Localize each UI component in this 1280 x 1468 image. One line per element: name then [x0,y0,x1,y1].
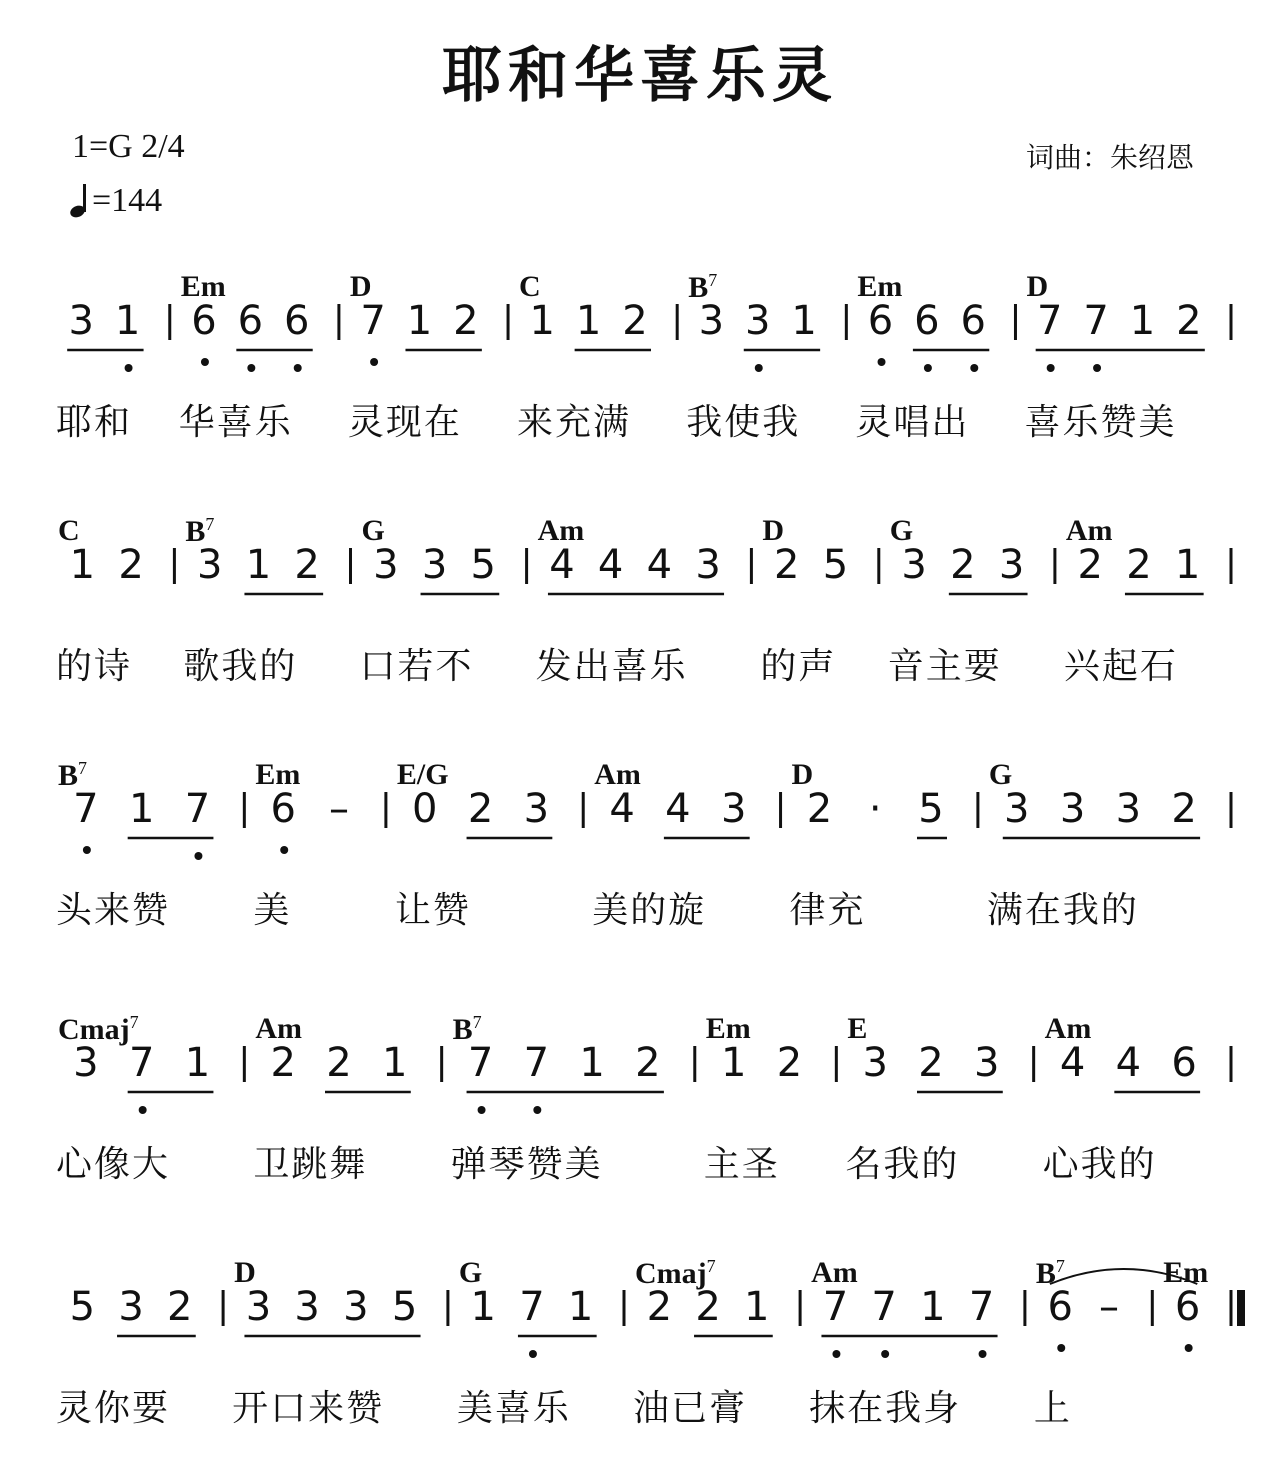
lyric-text: 美 [253,890,292,931]
chord-symbol: Am [811,1256,858,1289]
low-octave-dot [832,1350,840,1358]
low-octave-dot [139,1106,147,1114]
score-system [0,1012,1280,1222]
lyric-text: 喜乐赞美 [1024,402,1177,443]
note-digit: 2 [118,542,144,588]
note-digit: 3 [373,542,399,588]
lyricist-composer-credit: 词曲：朱绍恩 [1025,141,1194,174]
note-digit: 1 [69,542,96,588]
note-digit: 6 [237,298,264,344]
lyric-text: 美的旋 [592,890,707,931]
low-octave-dot [1185,1344,1193,1352]
note-digit: 2 [1077,542,1103,588]
quarter-note-icon [70,185,90,217]
chord-symbol: Am [537,514,585,547]
note-digit: 1 [184,1040,211,1086]
note-digit: 5 [470,542,496,588]
lyric-text: 心我的 [1042,1144,1157,1185]
lyric-text: 美喜乐 [456,1388,571,1429]
low-octave-dot [924,364,932,372]
note-digit: 6 [914,298,940,344]
note-digit: 3 [901,542,927,588]
note-digit: 7 [73,786,99,832]
note-digit: 5 [822,542,849,588]
chord-symbol: D [762,514,785,547]
chord-symbol: $B^7$ [185,514,215,548]
note-digit: 1 [1174,542,1201,588]
note-digit: 1 [720,1040,747,1086]
key-signature: 1=G 2/4 [72,128,185,165]
note-digit: 6 [191,298,217,344]
note-digit: 1 [245,542,272,588]
lyric-text: 心像大 [56,1144,171,1185]
chord-symbol: $B^7$ [688,270,718,304]
chord-symbol: $B^7$ [58,758,88,792]
note-digit: 3 [197,542,223,588]
note-digit: 4 [665,786,691,832]
note-digit: 4 [1115,1040,1142,1086]
song-title: 耶和华喜乐灵 [442,41,838,111]
lyric-text: 主圣 [703,1144,780,1185]
note-digit: 2 [326,1040,352,1086]
note-digit: 2 [270,1040,296,1086]
note-digit: 6 [1174,1284,1201,1330]
lyric-text: 卫跳舞 [253,1144,368,1185]
tempo-value: =144 [92,182,163,219]
note-digit: 2 [1126,542,1152,588]
chord-symbol: E/G [396,758,449,791]
note-digit: 7 [523,1040,550,1086]
lyric-text: 音主要 [887,646,1002,687]
note-digit: 7 [467,1040,494,1086]
low-octave-dot [194,852,202,860]
note-digit: 2 [622,298,648,344]
chord-symbol: Am [1044,1012,1092,1045]
lyric-text: 灵你要 [56,1388,171,1429]
chord-symbol: Am [255,1012,302,1045]
score-system [0,270,1280,480]
note-digit: 3 [720,786,747,832]
note-digit: – [329,786,349,832]
low-octave-dot [970,364,978,372]
score-system [0,514,1280,724]
lyric-text: 我使我 [686,402,801,443]
chord-symbol: Cmaj$^7$ [635,1256,716,1290]
low-octave-dot [370,358,378,366]
chord-symbol: Am [594,758,641,791]
note-digit: 2 [774,542,800,588]
note-digit: 1 [529,298,555,344]
lyric-text: 满在我的 [986,890,1139,931]
chord-symbol: G [988,758,1013,791]
note-digit: 1 [744,1284,770,1330]
note-digit: 2 [695,1284,721,1330]
low-octave-dot [280,846,288,854]
note-digit: 2 [635,1040,661,1086]
low-octave-dot [478,1106,486,1114]
note-digit: 4 [609,786,635,832]
chord-symbol: $B^7$ [452,1012,482,1046]
lyric-text: 口若不 [359,646,474,687]
low-octave-dot [247,364,255,372]
note-digit: 2 [294,542,320,588]
lyric-text: 歌我的 [183,646,298,687]
low-octave-dot [1047,364,1055,372]
note-digit: 3 [862,1040,888,1086]
chord-symbol: Em [1163,1256,1209,1289]
note-digit: 1 [579,1040,605,1086]
note-digit: 3 [998,542,1025,588]
note-digit: 7 [968,1284,995,1330]
note-digit: 2 [1176,298,1202,344]
note-digit: 1 [575,298,602,344]
chord-symbol: G [361,514,385,547]
lyric-text: 油已膏 [633,1388,748,1429]
score-system [0,758,1280,968]
note-digit: 3 [245,1284,272,1330]
note-digit: 7 [519,1284,545,1330]
low-octave-dot [1093,364,1101,372]
note-digit: 2 [806,786,833,832]
chord-symbol: Em [180,270,226,303]
note-digit: 1 [791,298,817,344]
note-digit: 2 [918,1040,944,1086]
lyric-text: 华喜乐 [178,402,293,443]
low-octave-dot [979,1350,987,1358]
note-digit: 6 [283,298,310,344]
note-digit: 7 [360,298,386,344]
lyric-text: 耶和 [56,402,133,443]
chord-symbol: D [791,758,814,791]
note-digit: 1 [470,1284,496,1330]
low-octave-dot [125,364,133,372]
chord-symbol: D [349,270,372,303]
note-digit: 3 [1059,786,1086,832]
note-digit: 5 [69,1284,96,1330]
note-digit: 7 [128,1040,155,1086]
lyric-text: 律充 [789,890,866,931]
note-digit: 2 [1171,786,1197,832]
lyric-text: 兴起石 [1063,646,1178,687]
note-digit: 1 [114,298,141,344]
lyric-text: 来充满 [517,402,632,443]
note-digit: 5 [918,786,944,832]
note-digit: 2 [453,298,479,344]
note-digit: 3 [698,298,725,344]
chord-symbol: Em [857,270,903,303]
chord-symbol: Em [705,1012,751,1045]
chord-symbol: C [58,514,80,547]
note-digit: 7 [871,1284,897,1330]
low-octave-dot [533,1106,541,1114]
note-digit: 4 [646,542,673,588]
chord-symbol: C [519,270,541,303]
note-digit: 3 [974,1040,1000,1086]
note-digit: 3 [1004,786,1030,832]
lyric-text: 上 [1033,1388,1072,1429]
chord-symbol: Em [255,758,301,791]
lyric-text: 的诗 [56,646,133,687]
note-digit: 3 [68,298,94,344]
note-digit: 3 [73,1040,99,1086]
low-octave-dot [881,1350,889,1358]
chord-symbol: Cmaj$^7$ [58,1012,139,1046]
lyric-text: 发出喜乐 [535,646,688,687]
chord-symbol: E [847,1012,868,1045]
score-system [0,1256,1280,1466]
low-octave-dot [294,364,302,372]
low-octave-dot [201,358,209,366]
chord-symbol: G [458,1256,483,1289]
chord-symbol: D [1026,270,1049,303]
note-digit: 1 [920,1284,946,1330]
chord-symbol: $B^7$ [1035,1256,1065,1290]
note-digit: 4 [1059,1040,1086,1086]
note-digit: 2 [467,786,494,832]
note-digit: 2 [646,1284,673,1330]
note-digit: 1 [406,298,433,344]
note-digit: 6 [960,298,987,344]
note-digit: 6 [1171,1040,1197,1086]
lyric-text: 弹琴赞美 [450,1144,603,1185]
note-digit: 7 [184,786,211,832]
low-octave-dot [83,846,91,854]
low-octave-dot [529,1350,537,1358]
note-digit: 2 [776,1040,803,1086]
note-digit: 7 [1083,298,1109,344]
note-digit: 6 [867,298,894,344]
lyric-text: 名我的 [845,1144,960,1185]
note-digit: 2 [167,1284,193,1330]
chord-symbol: D [234,1256,256,1289]
note-digit: 3 [695,542,721,588]
note-digit: 1 [128,786,155,832]
note-digit: · [868,786,882,832]
lyric-text: 开口来赞 [232,1388,385,1429]
chord-symbol: G [889,514,914,547]
note-digit: 3 [745,298,771,344]
note-digit: 1 [382,1040,408,1086]
lyric-text: 抹在我身 [809,1388,962,1429]
note-digit: 6 [270,786,296,832]
note-digit: 1 [1129,298,1156,344]
note-digit: 3 [118,1284,144,1330]
note-digit: 7 [1036,298,1063,344]
note-digit: – [1098,1284,1119,1330]
tempo-mark [70,182,162,220]
note-digit: 2 [950,542,976,588]
lyric-text: 灵现在 [347,402,462,443]
note-digit: 3 [523,786,550,832]
lyric-text: 灵唱出 [855,402,970,443]
note-digit: 5 [391,1284,418,1330]
note-digit: 6 [1047,1284,1073,1330]
lyric-text: 让赞 [394,890,471,931]
low-octave-dot [755,364,763,372]
note-digit: 3 [1115,786,1142,832]
lyric-text: 头来赞 [56,890,171,931]
final-barline [1237,1290,1245,1326]
note-digit: 3 [421,542,448,588]
note-digit: 3 [294,1284,320,1330]
note-digit: 3 [343,1284,369,1330]
note-digit: 0 [412,786,438,832]
note-digit: 4 [597,542,624,588]
low-octave-dot [1057,1344,1065,1352]
chord-symbol: Am [1065,514,1113,547]
note-digit: 1 [567,1284,594,1330]
note-digit: 4 [549,542,575,588]
low-octave-dot [878,358,886,366]
lyric-text: 的声 [760,646,837,687]
note-digit: 7 [822,1284,849,1330]
